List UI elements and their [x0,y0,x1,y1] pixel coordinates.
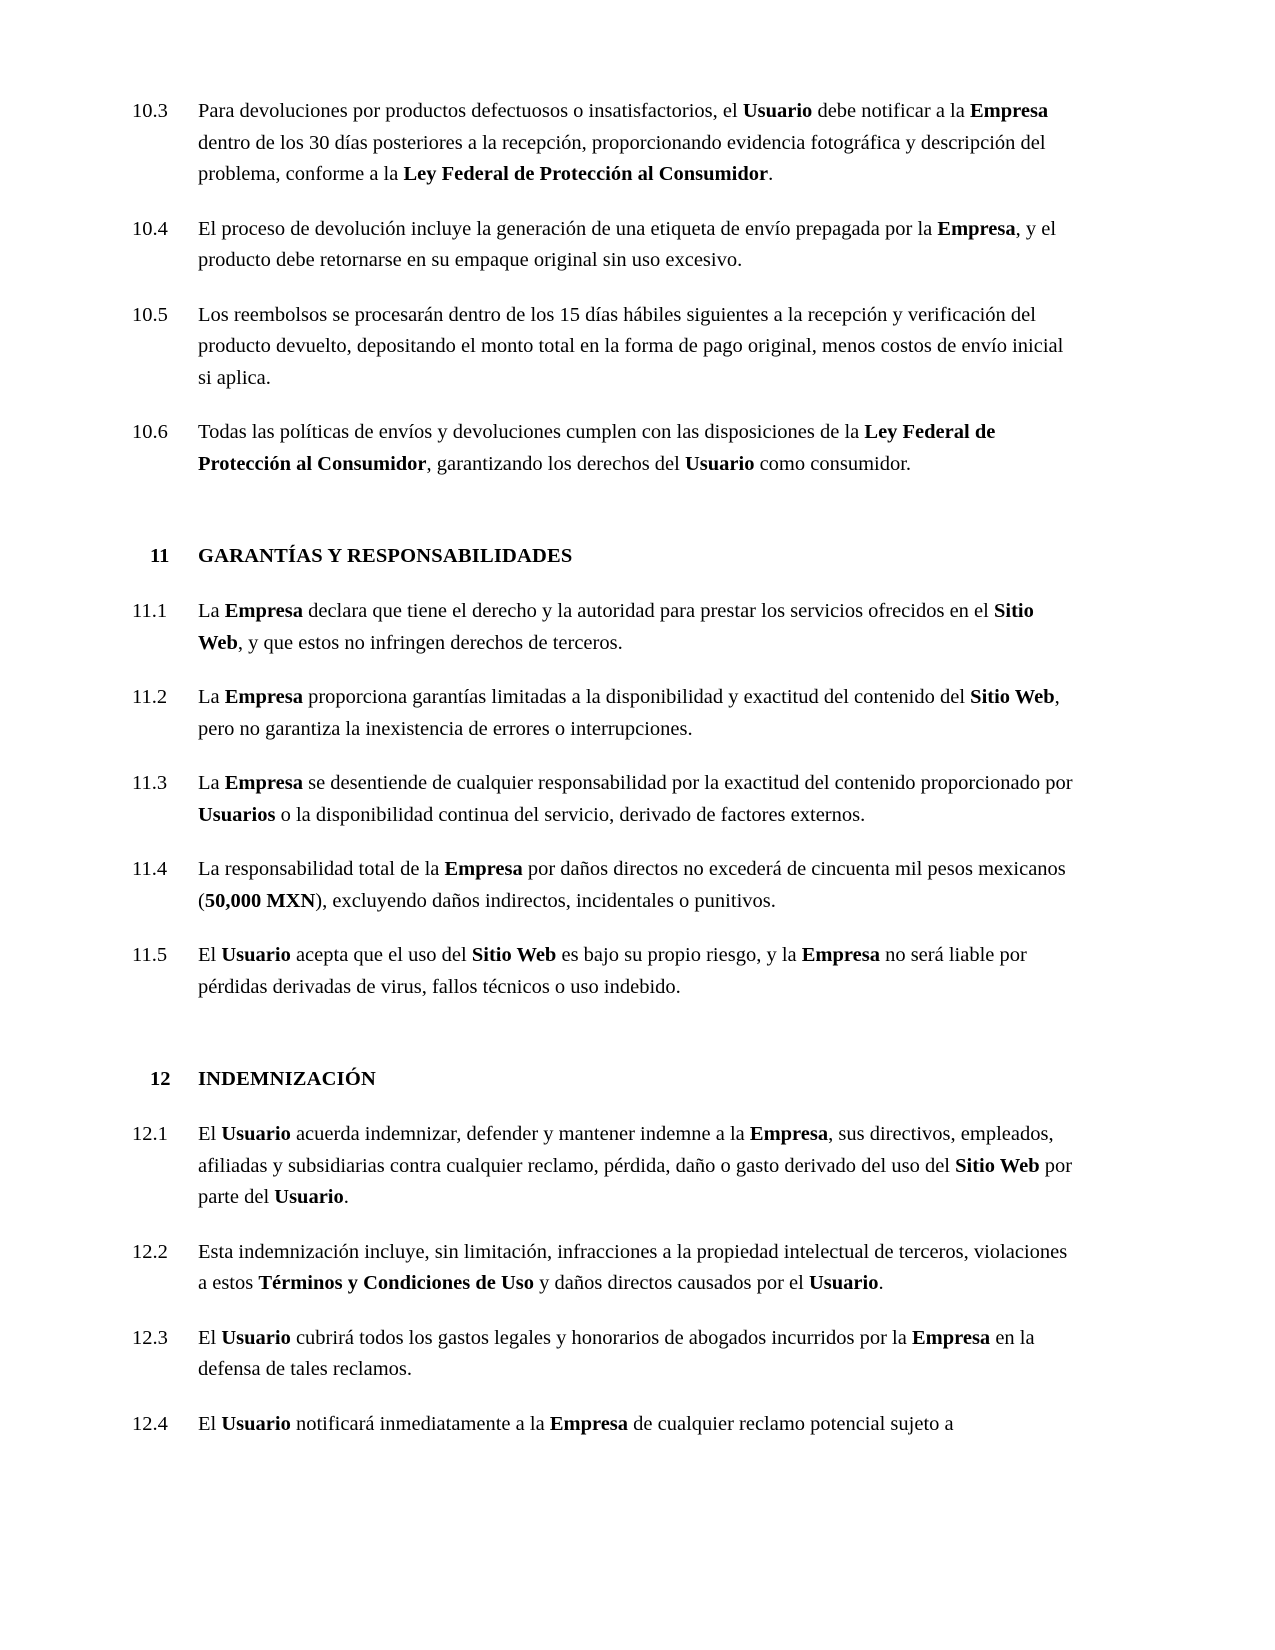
clause-number: 11.3 [132,772,168,794]
clause-number: 10.6 [132,421,168,443]
clause-number: 12.1 [132,1123,168,1145]
clause-number: 12.3 [132,1326,168,1349]
document-content [132,96,1080,1440]
clause-text: Los reembolsos se procesarán dentro de los 15 días hábiles siguientes a la recepción y verificación del producto devuelto, depositando el monto total en la forma de pago original, menos costos de envío inicial si aplica. [198,303,1064,389]
clause-text: La Empresa declara que tiene el derecho y la autoridad para prestar los servicios ofrecidos en el Sitio Web, y que estos no infringen derechos de terceros. [198,600,1034,654]
clause-number: 11.1 [132,600,168,622]
clause-text: La Empresa proporciona garantías limitadas a la disponibilidad y exactitud del contenido del Sitio Web, pero no garantiza la inexistencia de errores o interrupciones. [198,686,1060,740]
clause [132,854,1080,917]
clause-text: Para devoluciones por productos defectuosos o insatisfactorios, el Usuario debe notificar a la Empresa dentro de los 30 días posteriores a la recepción, proporcionando evidencia fotográfica y descripción del problema, conforme a la Ley Federal de Protección al Consumidor. [198,100,1049,185]
clause-number: 11.4 [132,858,168,880]
clause-text: El Usuario acepta que el uso del Sitio Web es bajo su propio riesgo, y la Empresa no será liable por pérdidas derivadas de virus, fallos técnicos o uso indebido. [198,944,1027,998]
clause [132,1409,1080,1441]
clause [132,940,1080,1003]
clause [132,1323,1080,1386]
clause-number: 10.5 [132,303,168,326]
clause-text: Todas las políticas de envíos y devoluciones cumplen con las disposiciones de la Ley Federal de Protección al Consumidor, garantizando los derechos del Usuario como consumidor. [198,421,996,475]
clause-number: 10.4 [132,217,168,240]
clause-text: El Usuario cubrirá todos los gastos legales y honorarios de abogados incurridos por la Empresa en la defensa de tales reclamos. [198,1326,1035,1380]
clause [132,682,1080,745]
clause [132,96,1080,191]
clause-text: La responsabilidad total de la Empresa por daños directos no excederá de cincuenta mil pesos mexicanos (50,000 MXN), excluyendo daños indirectos, incidentales o punitivos. [198,858,1066,912]
clause-number: 11.2 [132,686,168,708]
section-title: INDEMNIZACIÓN [198,1068,377,1090]
section-title: GARANTÍAS Y RESPONSABILIDADES [198,545,573,567]
clause [132,214,1080,277]
clause [132,596,1080,659]
clause [132,300,1080,395]
clause-number: 11.5 [132,944,168,966]
section-number: 12 [150,1068,171,1090]
section-number: 11 [150,545,170,567]
section-heading [132,1065,1080,1093]
section-heading [132,542,1080,570]
clause-number: 12.2 [132,1240,168,1263]
clause-text: La Empresa se desentiende de cualquier responsabilidad por la exactitud del contenido proporcionado por Usuarios o la disponibilidad continua del servicio, derivado de factores externos. [198,772,1073,826]
clause-text: El Usuario acuerda indemnizar, defender y mantener indemne a la Empresa, sus directivos, empleados, afiliadas y subsidiarias contra cualquier reclamo, pérdida, daño o gasto derivado del uso del Sitio Web por parte del Usuario. [198,1123,1073,1208]
clause-number: 12.4 [132,1412,168,1435]
clause [132,768,1080,831]
clause-text: El proceso de devolución incluye la generación de una etiqueta de envío prepagada por la Empresa, y el producto debe retornarse en su empaque original sin uso excesivo. [198,217,1057,271]
clause-text: El Usuario notificará inmediatamente a la Empresa de cualquier reclamo potencial sujeto a [198,1412,954,1435]
clause-number: 10.3 [132,100,168,122]
clause-text: Esta indemnización incluye, sin limitación, infracciones a la propiedad intelectual de terceros, violaciones a estos Términos y Condiciones de Uso y daños directos causados por el Usuario. [198,1240,1068,1294]
clause [132,1119,1080,1214]
clause [132,417,1080,480]
clause [132,1237,1080,1300]
